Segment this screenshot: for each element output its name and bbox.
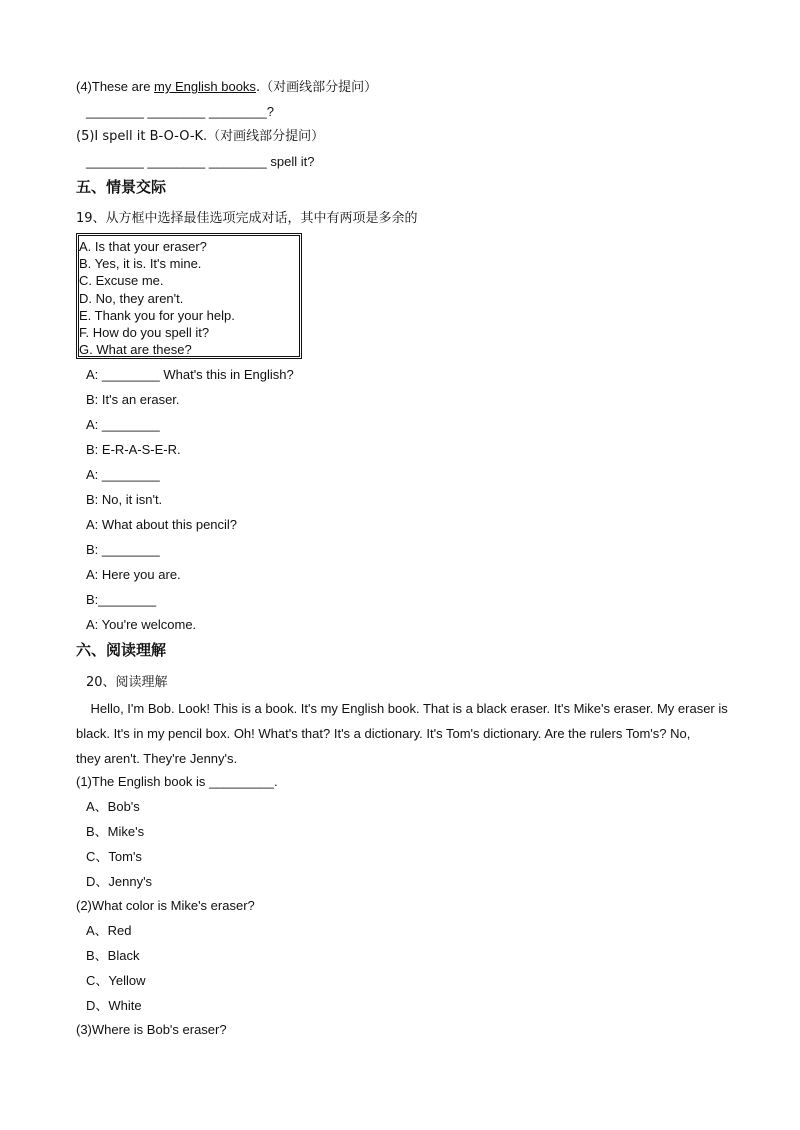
q19-option-a: A. Is that your eraser? [79,239,207,254]
q4-question [76,78,377,97]
passage-line-3: they aren't. They're Jenny's. [76,751,238,766]
q20-sub2-choice-c: C、Yellow [86,973,146,988]
q20-sub1-choice-a: A、Bob's [86,799,140,814]
dialogue-line-2: B: It's an eraser. [86,392,180,407]
passage-line-1: Hello, I'm Bob. Look! This is a book. It's my English book. That is a black eraser. It's Mike's eraser. My eraser is [76,701,728,716]
q20-passage [76,696,728,771]
q4-suffix: .（对画线部分提问） [255,80,378,95]
q5-question: (5)I spell it B-O-O-K.（对画线部分提问） [76,129,325,144]
q19-options-box [76,233,302,359]
q4-prefix: (4)These are [76,79,155,94]
dialogue-line-8: B: ________ [86,542,160,557]
q20-sub1-choice-b: B、Mike's [86,824,145,839]
q20-sub1-question: (1)The English book is _________. [76,774,278,789]
q20-prompt: 20、阅读理解 [86,675,168,690]
q20-sub3-question: (3)Where is Bob's eraser? [76,1022,227,1037]
q20-sub2-choice-d: D、White [86,998,142,1013]
dialogue-line-9: A: Here you are. [86,567,181,582]
dialogue-line-4: B: E-R-A-S-E-R. [86,442,181,457]
q19-option-c: C. Excuse me. [79,273,164,289]
q19-prompt: 19、从方框中选择最佳选项完成对话，其中有两项是多余的 [76,211,418,226]
dialogue-line-6: B: No, it isn't. [86,492,163,507]
dialogue-line-11: A: You're welcome. [86,617,197,632]
section5-title: 五、情景交际 [76,178,167,196]
q19-option-f: F. How do you spell it? [79,325,210,341]
q19-option-e: E. Thank you for your help. [79,307,235,323]
q5-blanks: ________ ________ ________ spell it? [86,154,315,169]
dialogue-line-7: A: What about this pencil? [86,517,238,532]
q20-sub1-choice-c: C、Tom's [86,849,142,864]
q20-sub2-choice-a: A、Red [86,923,132,938]
passage-line-2: black. It's in my pencil box. Oh! What's that? It's a dictionary. It's Tom's dictionary. Are the rulers Tom's? No, [76,726,691,741]
dialogue-line-3: A: ________ [86,417,160,432]
q20-sub2-question: (2)What color is Mike's eraser? [76,898,255,913]
dialogue-line-1: A: ________ What's this in English? [86,367,294,382]
q4-underlined: my English books [154,79,256,94]
q20-sub1-choice-d: D、Jenny's [86,874,153,889]
q19-option-b: B. Yes, it is. It's mine. [79,256,202,272]
dialogue-line-5: A: ________ [86,467,160,482]
dialogue-line-10: B:________ [86,592,157,607]
q19-option-d: D. No, they aren't. [79,290,184,306]
q20-sub2-choice-b: B、Black [86,948,140,963]
q4-blanks: ________ ________ ________? [86,104,274,119]
q19-option-g: G. What are these? [79,342,192,358]
section6-title: 六、阅读理解 [76,641,167,659]
